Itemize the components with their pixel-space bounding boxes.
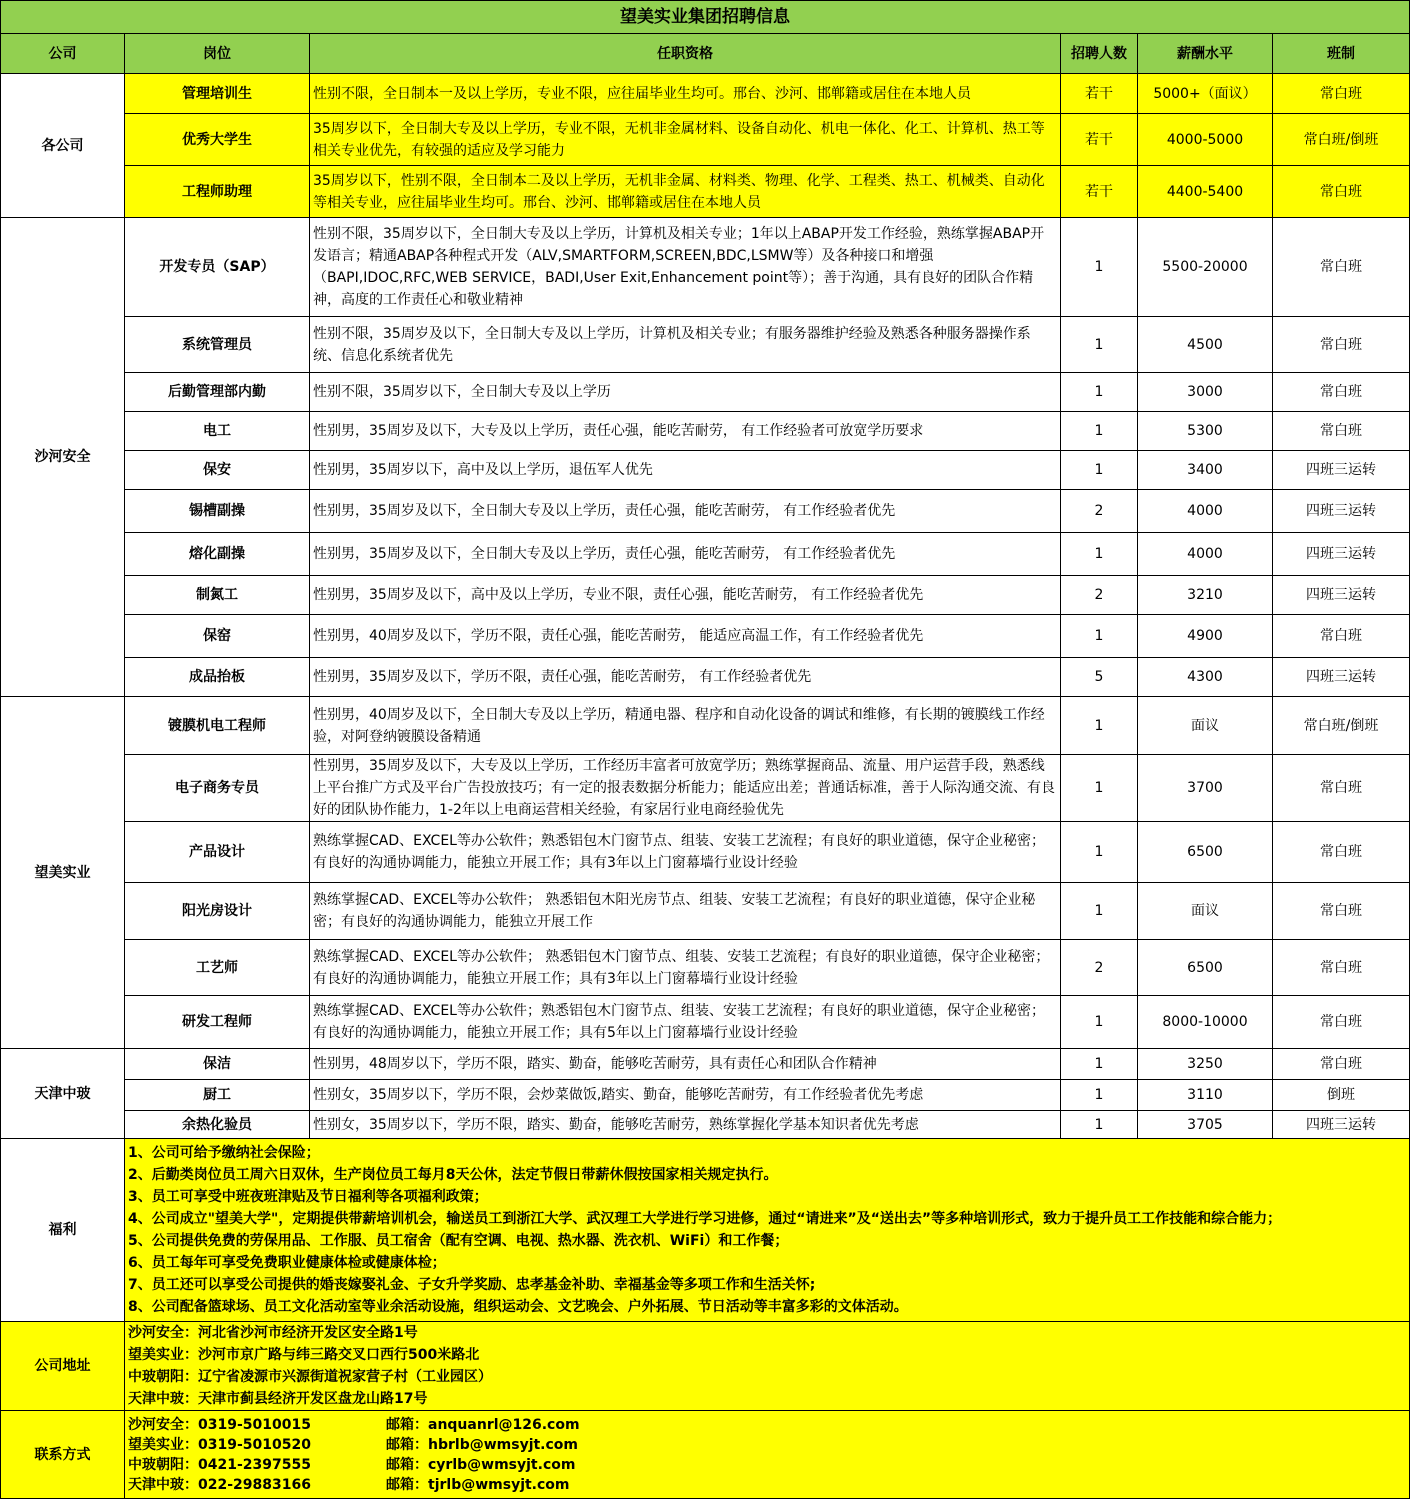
requirements-cell: 性别男，35周岁及以下，学历不限，责任心强，能吃苦耐劳， 有工作经验者优先 [310,658,1061,697]
salary-cell: 4000 [1138,490,1273,533]
salary-cell: 5500-20000 [1138,218,1273,317]
header-salary: 薪酬水平 [1138,34,1273,74]
benefit-item: 1、公司可给予缴纳社会保险； [128,1145,320,1161]
salary-cell: 4900 [1138,615,1273,658]
count-cell: 1 [1061,533,1138,576]
salary-cell: 8000-10000 [1138,996,1273,1049]
contact-email[interactable]: 邮箱：tjrlb@wmsyjt.com [386,1476,570,1493]
job-row [1,74,1410,114]
job-row [1,451,1410,490]
salary-cell: 3400 [1138,451,1273,490]
salary-cell: 4500 [1138,317,1273,373]
contact-item [128,1475,1406,1495]
requirements-cell: 性别男，40周岁及以下，学历不限，责任心强，能吃苦耐劳， 能适应高温工作，有工作经验者优先 [310,615,1061,658]
requirements-cell: 性别男，35周岁及以下，高中及以上学历，专业不限，责任心强，能吃苦耐劳， 有工作经验者优先 [310,576,1061,615]
job-row [1,658,1410,697]
contact-email[interactable]: 邮箱：anquanrl@126.com [386,1416,580,1433]
position-cell: 电子商务专员 [125,755,310,822]
contact-phone: 中玻朝阳：0421-2397555 [128,1456,311,1473]
job-row [1,490,1410,533]
shift-cell: 四班三运转 [1273,451,1410,490]
count-cell: 若干 [1061,114,1138,166]
requirements-cell: 性别不限，全日制本一及以上学历，专业不限，应往届毕业生均可。邢台、沙河、邯郸籍或居住在本地人员 [310,74,1061,114]
position-cell: 阳光房设计 [125,883,310,940]
company-cell: 各公司 [1,74,125,218]
position-cell: 研发工程师 [125,996,310,1049]
requirements-cell: 性别男，35周岁及以下，全日制大专及以上学历，责任心强，能吃苦耐劳， 有工作经验者优先 [310,533,1061,576]
requirements-cell: 性别女，35周岁以下，学历不限，会炒菜做饭,踏实、勤奋，能够吃苦耐劳，有工作经验者优先考虑 [310,1080,1061,1111]
job-row [1,697,1410,755]
benefit-item: 8、公司配备篮球场、员工文化活动室等业余活动设施，组织运动会、文艺晚会、户外拓展、节日活动等丰富多彩的文体活动。 [128,1299,908,1315]
count-cell: 1 [1061,697,1138,755]
salary-cell: 3700 [1138,755,1273,822]
shift-cell: 常白班 [1273,1049,1410,1080]
position-cell: 余热化验员 [125,1111,310,1139]
shift-cell: 常白班/倒班 [1273,697,1410,755]
count-cell: 2 [1061,576,1138,615]
position-cell: 系统管理员 [125,317,310,373]
header-company: 公司 [1,34,125,74]
count-cell: 1 [1061,883,1138,940]
requirements-cell: 性别不限，35周岁以下，全日制大专及以上学历 [310,373,1061,412]
shift-cell: 倒班 [1273,1080,1410,1111]
job-row [1,1049,1410,1080]
requirements-cell: 熟练掌握CAD、EXCEL等办公软件； 熟悉铝包木阳光房节点、组装、安装工艺流程；有良好的职业道德，保守企业秘密；有良好的沟通协调能力，能独立开展工作 [310,883,1061,940]
requirements-cell: 性别男，35周岁及以下，大专及以上学历，工作经历丰富者可放宽学历；熟练掌握商品、流量、用户运营手段，熟悉线上平台推广方式及平台广告投放技巧；有一定的报表数据分析能力；能适应出差；普通话标准，善于人际沟通交流、有良好的团队协作能力，1-2年以上电商运营相关经验，有家居行业电商经验优先 [310,755,1061,822]
shift-cell: 四班三运转 [1273,533,1410,576]
benefit-item: 5、公司提供免费的劳保用品、工作服、员工宿舍（配有空调、电视、热水器、洗衣机、WiFi）和工作餐； [128,1233,789,1249]
requirements-cell: 性别男，35周岁及以下，全日制大专及以上学历，责任心强，能吃苦耐劳， 有工作经验者优先 [310,490,1061,533]
position-cell: 开发专员（SAP） [125,218,310,317]
salary-cell: 3000 [1138,373,1273,412]
count-cell: 1 [1061,317,1138,373]
salary-cell: 3110 [1138,1080,1273,1111]
position-cell: 保洁 [125,1049,310,1080]
count-cell: 若干 [1061,166,1138,218]
job-row [1,996,1410,1049]
job-row [1,412,1410,451]
header-shift: 班制 [1273,34,1410,74]
position-cell: 工程师助理 [125,166,310,218]
count-cell: 若干 [1061,74,1138,114]
count-cell: 2 [1061,490,1138,533]
shift-cell: 常白班 [1273,373,1410,412]
shift-cell: 常白班 [1273,883,1410,940]
salary-cell: 6500 [1138,940,1273,996]
count-cell: 1 [1061,822,1138,883]
shift-cell: 常白班/倒班 [1273,114,1410,166]
requirements-cell: 35周岁以下，全日制大专及以上学历，专业不限，无机非金属材料、设备自动化、机电一体化、化工、计算机、热工等相关专业优先，有较强的适应及学习能力 [310,114,1061,166]
salary-cell: 3705 [1138,1111,1273,1139]
count-cell: 1 [1061,755,1138,822]
benefits-list [125,1139,1410,1322]
address-item: 中玻朝阳：辽宁省凌源市兴源街道祝家营子村（工业园区） [128,1369,492,1385]
shift-cell: 常白班 [1273,412,1410,451]
salary-cell: 5300 [1138,412,1273,451]
position-cell: 后勤管理部内勤 [125,373,310,412]
position-cell: 保窑 [125,615,310,658]
salary-cell: 面议 [1138,883,1273,940]
job-row [1,114,1410,166]
contact-phone: 沙河安全：0319-5010015 [128,1416,311,1433]
position-cell: 成品抬板 [125,658,310,697]
salary-cell: 4300 [1138,658,1273,697]
salary-cell: 4000-5000 [1138,114,1273,166]
requirements-cell: 熟练掌握CAD、EXCEL等办公软件；熟悉铝包木门窗节点、组装、安装工艺流程；有良好的职业道德，保守企业秘密；有良好的沟通协调能力，能独立开展工作；具有5年以上门窗幕墙行业设计经验 [310,996,1061,1049]
shift-cell: 常白班 [1273,74,1410,114]
job-row [1,615,1410,658]
salary-cell: 3250 [1138,1049,1273,1080]
contact-phone: 望美实业：0319-5010520 [128,1436,311,1453]
count-cell: 5 [1061,658,1138,697]
position-cell: 保安 [125,451,310,490]
address-label: 公司地址 [1,1322,125,1411]
job-row [1,576,1410,615]
requirements-cell: 性别不限，35周岁及以下，全日制大专及以上学历，计算机及相关专业；有服务器维护经验及熟悉各种服务器操作系统、信息化系统者优先 [310,317,1061,373]
job-row [1,218,1410,317]
company-cell: 沙河安全 [1,218,125,697]
shift-cell: 常白班 [1273,218,1410,317]
job-row [1,940,1410,996]
requirements-cell: 性别男，48周岁以下，学历不限，踏实、勤奋，能够吃苦耐劳，具有责任心和团队合作精神 [310,1049,1061,1080]
requirements-cell: 性别男，40周岁及以下，全日制大专及以上学历，精通电器、程序和自动化设备的调试和维修，有长期的镀膜线工作经验，对阿登纳镀膜设备精通 [310,697,1061,755]
shift-cell: 常白班 [1273,996,1410,1049]
contact-list [125,1411,1410,1499]
company-cell: 望美实业 [1,697,125,1049]
requirements-cell: 性别女，35周岁以下，学历不限，踏实、勤奋，能够吃苦耐劳，熟练掌握化学基本知识者优先考虑 [310,1111,1061,1139]
company-cell: 天津中玻 [1,1049,125,1139]
job-row [1,1111,1410,1139]
position-cell: 锡槽副操 [125,490,310,533]
count-cell: 1 [1061,615,1138,658]
position-cell: 熔化副操 [125,533,310,576]
count-cell: 1 [1061,218,1138,317]
benefit-item: 4、公司成立"望美大学"，定期提供带薪培训机会，输送员工到浙江大学、武汉理工大学进行学习进修，通过“请进来”及“送出去”等多种培训形式，致力于提升员工工作技能和综合能力； [128,1211,1282,1227]
benefit-item: 2、后勤类岗位员工周六日双休，生产岗位员工每月8天公休，法定节假日带薪休假按国家相关规定执行。 [128,1167,778,1183]
count-cell: 1 [1061,451,1138,490]
contact-phone: 天津中玻：022-29883166 [128,1476,311,1493]
salary-cell: 3210 [1138,576,1273,615]
job-row [1,883,1410,940]
job-row [1,1080,1410,1111]
shift-cell: 常白班 [1273,615,1410,658]
address-item: 天津中玻：天津市蓟县经济开发区盘龙山路17号 [128,1391,428,1407]
benefit-item: 6、员工每年可享受免费职业健康体检或健康体检； [128,1255,446,1271]
benefits-label: 福利 [1,1139,125,1322]
shift-cell: 四班三运转 [1273,658,1410,697]
address-item: 沙河安全：河北省沙河市经济开发区安全路1号 [128,1325,418,1341]
count-cell: 1 [1061,1080,1138,1111]
position-cell: 优秀大学生 [125,114,310,166]
count-cell: 1 [1061,412,1138,451]
salary-cell: 4400-5400 [1138,166,1273,218]
job-row [1,755,1410,822]
header-count: 招聘人数 [1061,34,1138,74]
contact-label: 联系方式 [1,1411,125,1499]
address-list [125,1322,1410,1411]
shift-cell: 常白班 [1273,166,1410,218]
shift-cell: 常白班 [1273,755,1410,822]
position-cell: 电工 [125,412,310,451]
benefit-item: 7、员工还可以享受公司提供的婚丧嫁娶礼金、子女升学奖励、忠孝基金补助、幸福基金等多项工作和生活关怀; [128,1277,816,1293]
salary-cell: 面议 [1138,697,1273,755]
count-cell: 1 [1061,1111,1138,1139]
salary-cell: 4000 [1138,533,1273,576]
header-requirements: 任职资格 [310,34,1061,74]
position-cell: 镀膜机电工程师 [125,697,310,755]
job-row [1,822,1410,883]
header-position: 岗位 [125,34,310,74]
page-title: 望美实业集团招聘信息 [1,1,1410,34]
position-cell: 工艺师 [125,940,310,996]
count-cell: 2 [1061,940,1138,996]
address-item: 望美实业：沙河市京广路与纬三路交叉口西行500米路北 [128,1347,480,1363]
job-row [1,533,1410,576]
requirements-cell: 性别不限，35周岁以下，全日制大专及以上学历，计算机及相关专业；1年以上ABAP开发工作经验，熟练掌握ABAP开发语言；精通ABAP各种程式开发（ALV,SMARTFORM,SCREEN,BDC,LSMW等）及各种接口和增强（BAPI,IDOC,RFC,WEB SERVICE，BADI,User Exit,Enhancement point等）；善于沟通，具有良好的团队合作精神，高度的工作责任心和敬业精神 [310,218,1061,317]
requirements-cell: 35周岁以下，性别不限，全日制本二及以上学历，无机非金属、材料类、物理、化学、工程类、热工、机械类、自动化等相关专业，应往届毕业生均可。邢台、沙河、邯郸籍或居住在本地人员 [310,166,1061,218]
requirements-cell: 性别男，35周岁及以下，大专及以上学历，责任心强，能吃苦耐劳， 有工作经验者可放宽学历要求 [310,412,1061,451]
position-cell: 制氮工 [125,576,310,615]
position-cell: 厨工 [125,1080,310,1111]
salary-cell: 5000+（面议） [1138,74,1273,114]
shift-cell: 常白班 [1273,940,1410,996]
requirements-cell: 熟练掌握CAD、EXCEL等办公软件；熟悉铝包木门窗节点、组装、安装工艺流程；有良好的职业道德，保守企业秘密；有良好的沟通协调能力，能独立开展工作；具有3年以上门窗幕墙行业设计经验 [310,822,1061,883]
contact-email[interactable]: 邮箱：cyrlb@wmsyjt.com [386,1456,576,1473]
shift-cell: 四班三运转 [1273,1111,1410,1139]
contact-email[interactable]: 邮箱：hbrlb@wmsyjt.com [386,1436,579,1453]
salary-cell: 6500 [1138,822,1273,883]
requirements-cell: 熟练掌握CAD、EXCEL等办公软件； 熟悉铝包木门窗节点、组装、安装工艺流程；有良好的职业道德，保守企业秘密；有良好的沟通协调能力，能独立开展工作；具有3年以上门窗幕墙行业设计经验 [310,940,1061,996]
requirements-cell: 性别男，35周岁以下，高中及以上学历，退伍军人优先 [310,451,1061,490]
job-row [1,166,1410,218]
benefit-item: 3、员工可享受中班夜班津贴及节日福利等各项福利政策； [128,1189,488,1205]
shift-cell: 四班三运转 [1273,576,1410,615]
position-cell: 产品设计 [125,822,310,883]
shift-cell: 常白班 [1273,317,1410,373]
job-row [1,373,1410,412]
contact-item [128,1455,1406,1475]
count-cell: 1 [1061,1049,1138,1080]
count-cell: 1 [1061,373,1138,412]
contact-item [128,1415,1406,1435]
shift-cell: 常白班 [1273,822,1410,883]
shift-cell: 四班三运转 [1273,490,1410,533]
count-cell: 1 [1061,996,1138,1049]
contact-item [128,1435,1406,1455]
position-cell: 管理培训生 [125,74,310,114]
job-row [1,317,1410,373]
